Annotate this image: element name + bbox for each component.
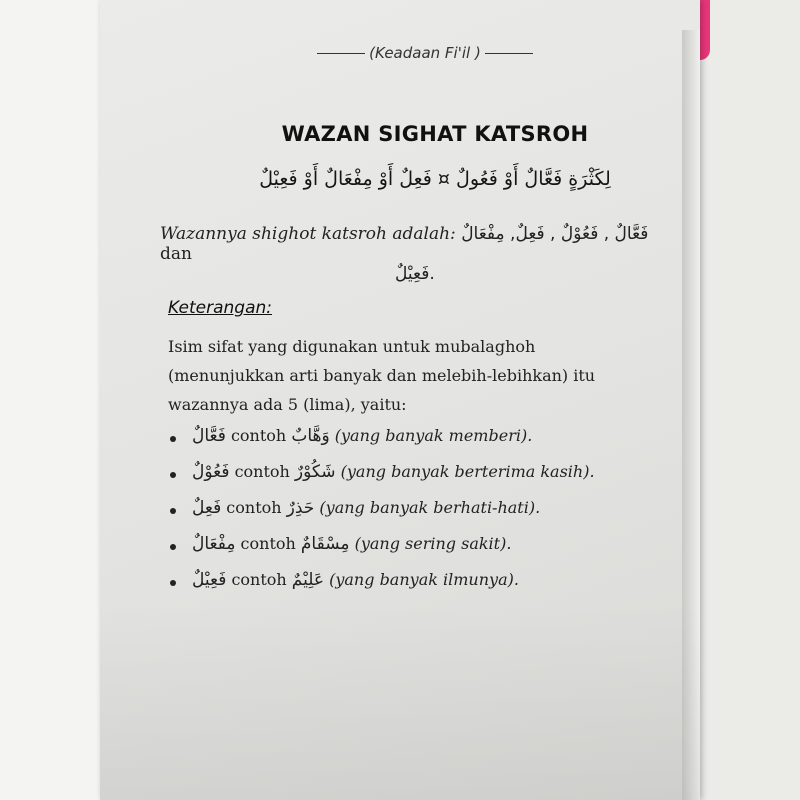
wazan-prefix: Wazannya shighot katsroh adalah: [160,224,456,244]
example-wazan: فَعِلٌ [192,498,222,518]
bullet-icon [170,508,176,514]
arabic-rule: لِكَثْرَةٍ فَعَّالٌ أَوْ فَعُولٌ ¤ فَعِلٌ أَوْ مِفْعَالٌ أَوْ فَعِيْلٌ [259,168,611,190]
list-item [170,570,690,606]
page-shadow [100,600,700,800]
explanation-paragraph [168,332,688,419]
running-head [300,44,550,72]
example-meaning: (yang sering sakit). [354,534,512,553]
bullet-icon [170,580,176,586]
example-word: contoh [226,498,282,517]
list-item [170,534,690,570]
wazan-conj: dan [160,244,192,264]
keterangan-label: Keterangan: [168,298,273,318]
wazan-last-form: فَعِيْلٌ. [395,264,435,284]
example-word: contoh [234,462,290,481]
example-arabic: شَكُوْرٌ [294,462,336,482]
list-item [170,462,690,498]
example-arabic: حَذِرٌ [286,498,315,518]
bullet-icon [170,472,176,478]
example-arabic: وَهَّابٌ [291,426,330,446]
example-word: contoh [240,534,296,553]
example-wazan: فَعِيْلٌ [192,570,227,590]
bullet-icon [170,544,176,550]
example-meaning: (yang banyak memberi). [334,426,533,445]
list-item [170,498,690,534]
example-wazan: فَعُوْلٌ [192,462,230,482]
list-item [170,426,690,462]
paragraph-line: wazannya ada 5 (lima), yaitu: [168,395,407,414]
bullet-icon [170,436,176,442]
example-arabic: عَلِيْمٌ [291,570,325,590]
wazan-statement [160,224,680,264]
example-word: contoh [231,570,287,589]
example-wazan: فَعَّالٌ [192,426,226,446]
example-word: contoh [230,426,287,445]
example-arabic: مِسْقَامٌ [300,534,350,554]
example-wazan: مِفْعَالٌ [192,534,236,554]
example-meaning: (yang banyak berterima kasih). [340,462,595,481]
wazan-forms: فَعَّالٌ , فَعُوْلٌ , فَعِلٌ, مِفْعَالٌ [461,224,649,244]
example-meaning: (yang banyak ilmunya). [329,570,519,589]
paragraph-line: (menunjukkan arti banyak dan melebih-lebihkan) itu [168,366,596,385]
page-title: WAZAN SIGHAT KATSROH [281,122,589,146]
example-meaning: (yang banyak berhati-hati). [319,498,541,517]
paragraph-line: Isim sifat yang digunakan untuk mubalaghoh [168,337,536,356]
example-list [170,426,690,606]
running-head-text: (Keadaan Fi'il ) [369,44,481,62]
